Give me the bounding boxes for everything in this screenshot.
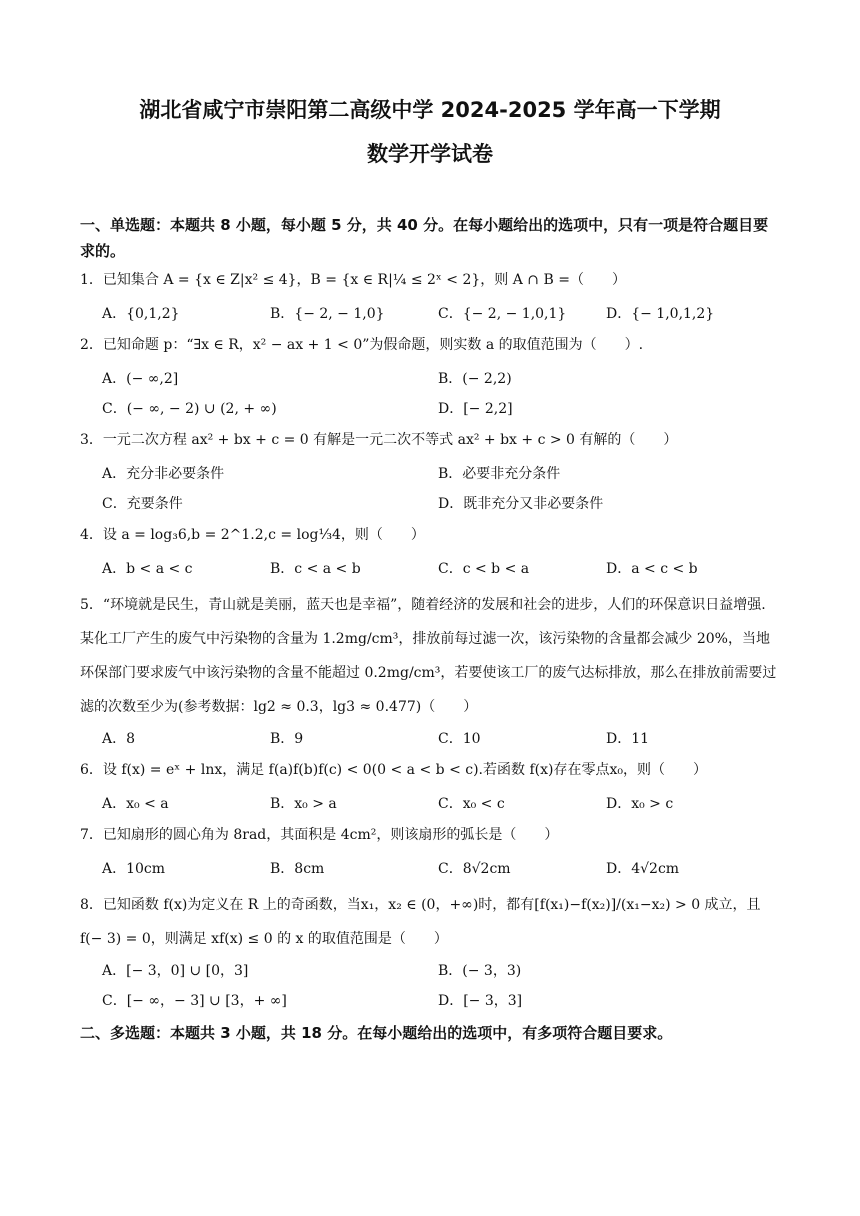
question-stem: 1．已知集合 A = {x ∈ Z|x² ≤ 4}，B = {x ∈ R|¼ ≤ 2ˣ < 2}，则 A ∩ B =（ ） (80, 272, 626, 288)
question-2 (80, 333, 780, 424)
option-c: C．{− 2, − 1,0,1} (438, 306, 567, 322)
question-options (102, 789, 780, 819)
question-8 (80, 888, 780, 1016)
option-d: D．11 (606, 731, 650, 747)
option-c: C．8√2cm (438, 861, 511, 877)
question-stem: 5．“环境就是民生，青山就是美丽，蓝天也是幸福”，随着经济的发展和社会的进步，人们的环保意识日益增强. 某化工厂产生的废气中污染物的含量为 1.2mg/cm³，排放前每过滤一次，该污染物的含量都会减少 20%，当地环保部门要求废气中该污染物的含量不能超过 0.2mg/cm³，若要使该工厂的废气达标排放，那么在排放前需要过滤的次数至少为(参考数据：lg2 ≈ 0.3，lg3 ≈ 0.477)（ ） (80, 597, 777, 715)
option-b: B．{− 2, − 1,0} (270, 306, 385, 322)
option-c: C．x₀ < c (438, 796, 505, 812)
question-stem: 6．设 f(x) = eˣ + lnx，满足 f(a)f(b)f(c) < 0(0 < a < b < c).若函数 f(x)存在零点x₀，则（ ） (80, 762, 707, 778)
exam-title-line2: 数学开学试卷 (367, 142, 493, 166)
section-single-choice-heading: 一、单选题：本题共 8 小题，每小题 5 分，共 40 分。在每小题给出的选项中，只有一项是符合题目要求的。 (80, 216, 769, 260)
question-stem: 2．已知命题 p：“∃x ∈ R，x² − ax + 1 < 0”为假命题，则实数 a 的取值范围为（ ）. (80, 337, 644, 353)
option-a: A．{0,1,2} (102, 306, 180, 322)
question-stem: 4．设 a = log₃6,b = 2^1.2,c = log⅓4，则（ ） (80, 527, 425, 543)
option-b: B．x₀ > a (270, 796, 337, 812)
section-multi-choice-heading: 二、多选题：本题共 3 小题，共 18 分。在每小题给出的选项中，有多项符合题目要求。 (80, 1024, 673, 1042)
option-b: B．必要非充分条件 (438, 466, 561, 482)
question-stem: 7．已知扇形的圆心角为 8rad，其面积是 4cm²，则该扇形的弧长是（ ） (80, 827, 559, 843)
question-options (102, 854, 780, 884)
option-d: D．[− 2,2] (438, 401, 513, 417)
question-4 (80, 523, 780, 584)
question-6 (80, 758, 780, 819)
question-5 (80, 588, 780, 754)
option-b: B．(− 3，3) (438, 963, 522, 979)
option-a: A．8 (102, 731, 136, 747)
option-c: C．[− ∞，− 3] ∪ [3，+ ∞] (102, 993, 287, 1009)
question-options (102, 724, 780, 754)
option-d: D．{− 1,0,1,2} (606, 306, 715, 322)
option-b: B．9 (270, 731, 304, 747)
exam-title-line1: 湖北省咸宁市崇阳第二高级中学 2024-2025 学年高一下学期 (139, 98, 721, 122)
option-d: D．x₀ > c (606, 796, 674, 812)
question-options (102, 554, 780, 584)
question-options (102, 364, 780, 424)
option-c: C．c < b < a (438, 561, 530, 577)
option-c: C．10 (438, 731, 481, 747)
option-d: D．既非充分又非必要条件 (438, 496, 604, 512)
option-a: A．10cm (102, 861, 166, 877)
question-options (102, 299, 780, 329)
option-c: C．(− ∞, − 2) ∪ (2, + ∞) (102, 401, 277, 417)
question-1 (80, 268, 780, 329)
option-d: D．[− 3，3] (438, 993, 523, 1009)
question-stem: 8．已知函数 f(x)为定义在 R 上的奇函数，当x₁，x₂ ∈ (0，+∞)时，都有[f(x₁)−f(x₂)]/(x₁−x₂) > 0 成立，且 f(− 3) = 0，则满足 xf(x) ≤ 0 的 x 的取值范围是（ ） (80, 897, 761, 947)
option-a: A．(− ∞,2] (102, 371, 179, 387)
option-b: B．c < a < b (270, 561, 361, 577)
option-d: D．a < c < b (606, 561, 698, 577)
option-a: A．b < a < c (102, 561, 193, 577)
question-options (102, 459, 780, 519)
option-c: C．充要条件 (102, 496, 183, 512)
option-a: A．[− 3，0] ∪ [0，3] (102, 963, 249, 979)
option-a: A．充分非必要条件 (102, 466, 225, 482)
question-stem: 3．一元二次方程 ax² + bx + c = 0 有解是一元二次不等式 ax² + bx + c > 0 有解的（ ） (80, 432, 678, 448)
option-b: B．(− 2,2) (438, 371, 512, 387)
question-options (102, 956, 780, 1016)
option-b: B．8cm (270, 861, 325, 877)
option-d: D．4√2cm (606, 861, 680, 877)
option-a: A．x₀ < a (102, 796, 169, 812)
question-7 (80, 823, 780, 884)
question-3 (80, 428, 780, 519)
